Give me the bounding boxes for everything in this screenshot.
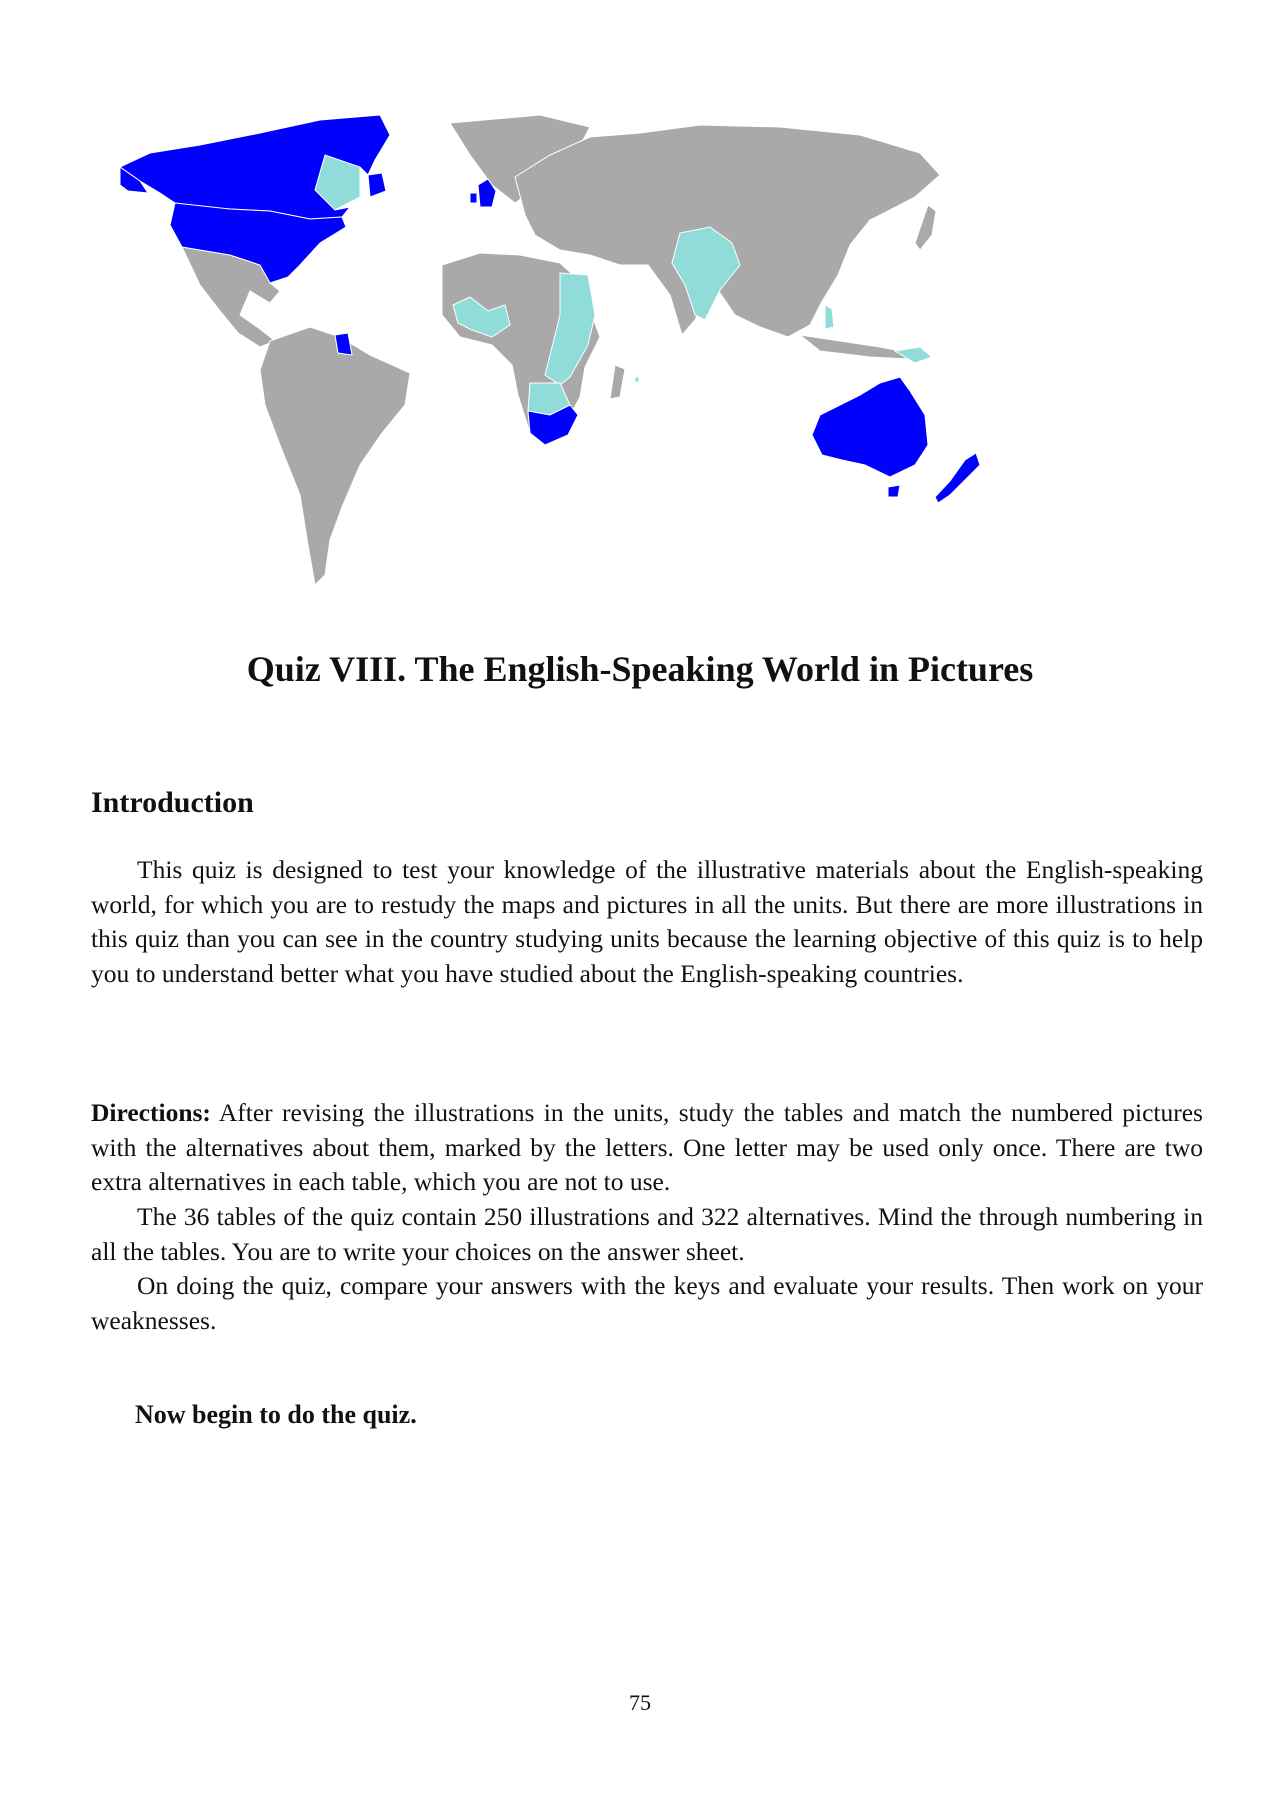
doing-paragraph: On doing the quiz, compare your answers with the keys and evaluate your results. Then work on your weaknesses. [91, 1271, 1203, 1335]
directions-label: Directions: [91, 1098, 211, 1127]
south-america-shape [260, 327, 410, 585]
mauritius-shape [635, 377, 639, 382]
new-zealand-shape [935, 453, 980, 503]
introduction-heading: Introduction [91, 786, 254, 819]
guyana-shape [335, 333, 352, 355]
introduction-paragraph: This quiz is designed to test your knowledge of the illustrative materials about the English-speaking world, for which you are to restudy the maps and pictures in all the units. But there are more illustrations in this quiz than you can see in the country studying units because the learning objective of this quiz is to help you to understand better what you have studied about the English-speaking countries. [91, 855, 1203, 988]
directions-text: After revising the illustrations in the units, study the tables and match the numbered pictures with the alternatives about them, marked by the letters. One letter may be used only once. There are two extra alternatives in each table, which you are not to use. [91, 1098, 1203, 1197]
tables-paragraph: The 36 tables of the quiz contain 250 illustrations and 322 alternatives. Mind the through numbering in all the tables. You are to write your choices on the answer sheet. [91, 1202, 1203, 1266]
tasmania-shape [888, 485, 900, 497]
begin-instruction: Now begin to do the quiz. [135, 1400, 417, 1429]
philippines-shape [825, 305, 834, 329]
world-map [120, 115, 1130, 595]
japan-shape [915, 205, 936, 250]
page-number: 75 [629, 1690, 651, 1715]
madagascar-shape [610, 365, 625, 399]
ireland-shape [470, 193, 477, 203]
newfoundland-shape [368, 173, 386, 197]
directions-paragraph [91, 1096, 1203, 1200]
indonesia-shape [800, 335, 910, 359]
page-title: Quiz VIII. The English-Speaking World in Pictures [246, 649, 1034, 689]
world-map-icon [120, 115, 1130, 595]
australia-shape [812, 377, 928, 477]
